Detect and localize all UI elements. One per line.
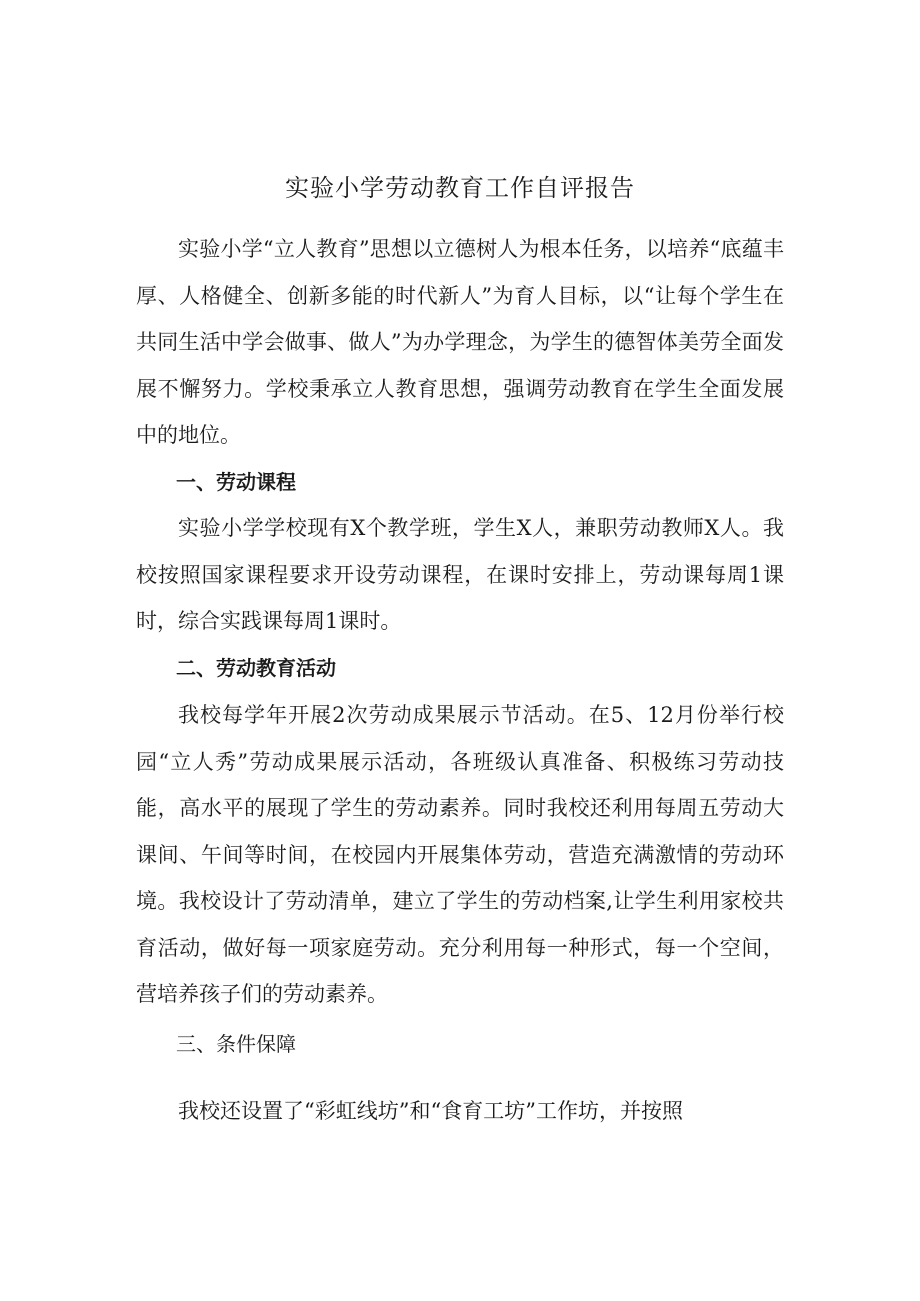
intro-paragraph: 实验小学“立人教育”思想以立德树人为根本任务，以培养“底蕴丰厚、人格健全、创新多能的时代新人”为育人目标，以“让每个学生在共同生活中学会做事、做人”为办学理念，为学生的德智体美劳全面发展不懈努力。学校秉承立人教育思想，强调劳动教育在学生全面发展中的地位。 xyxy=(136,237,784,447)
section-body-labor-activities: 我校每学年开展2次劳动成果展示节活动。在5、12月份举行校园“立人秀”劳动成果展示活动，各班级认真准备、积极练习劳动技能，高水平的展现了学生的劳动素养。同时我校还利用每周五劳动大课间、午间等时间，在校园内开展集体劳动，营造充满激情的劳动环境。我校设计了劳动清单，建立了学生的劳动档案,让学生利用家校共育活动，做好每一项家庭劳动。充分利用每一种形式，每一个空间，营培养孩子们的劳动素养。 xyxy=(136,703,784,1006)
section-body-labor-curriculum: 实验小学学校现有X个教学班，学生X人，兼职劳动教师X人。我校按照国家课程要求开设劳动课程，在课时安排上，劳动课每周1课时，综合实践课每周1课时。 xyxy=(136,516,784,633)
section-heading-conditions: 三、条件保障 xyxy=(176,1032,296,1056)
document-title: 实验小学劳动教育工作自评报告 xyxy=(285,174,635,202)
section-body-conditions: 我校还设置了“彩虹线坊”和“食育工坊”工作坊，并按照 xyxy=(178,1099,683,1123)
section-heading-labor-curriculum: 一、劳动课程 xyxy=(176,470,296,494)
section-heading-labor-activities: 二、劳动教育活动 xyxy=(176,656,336,680)
